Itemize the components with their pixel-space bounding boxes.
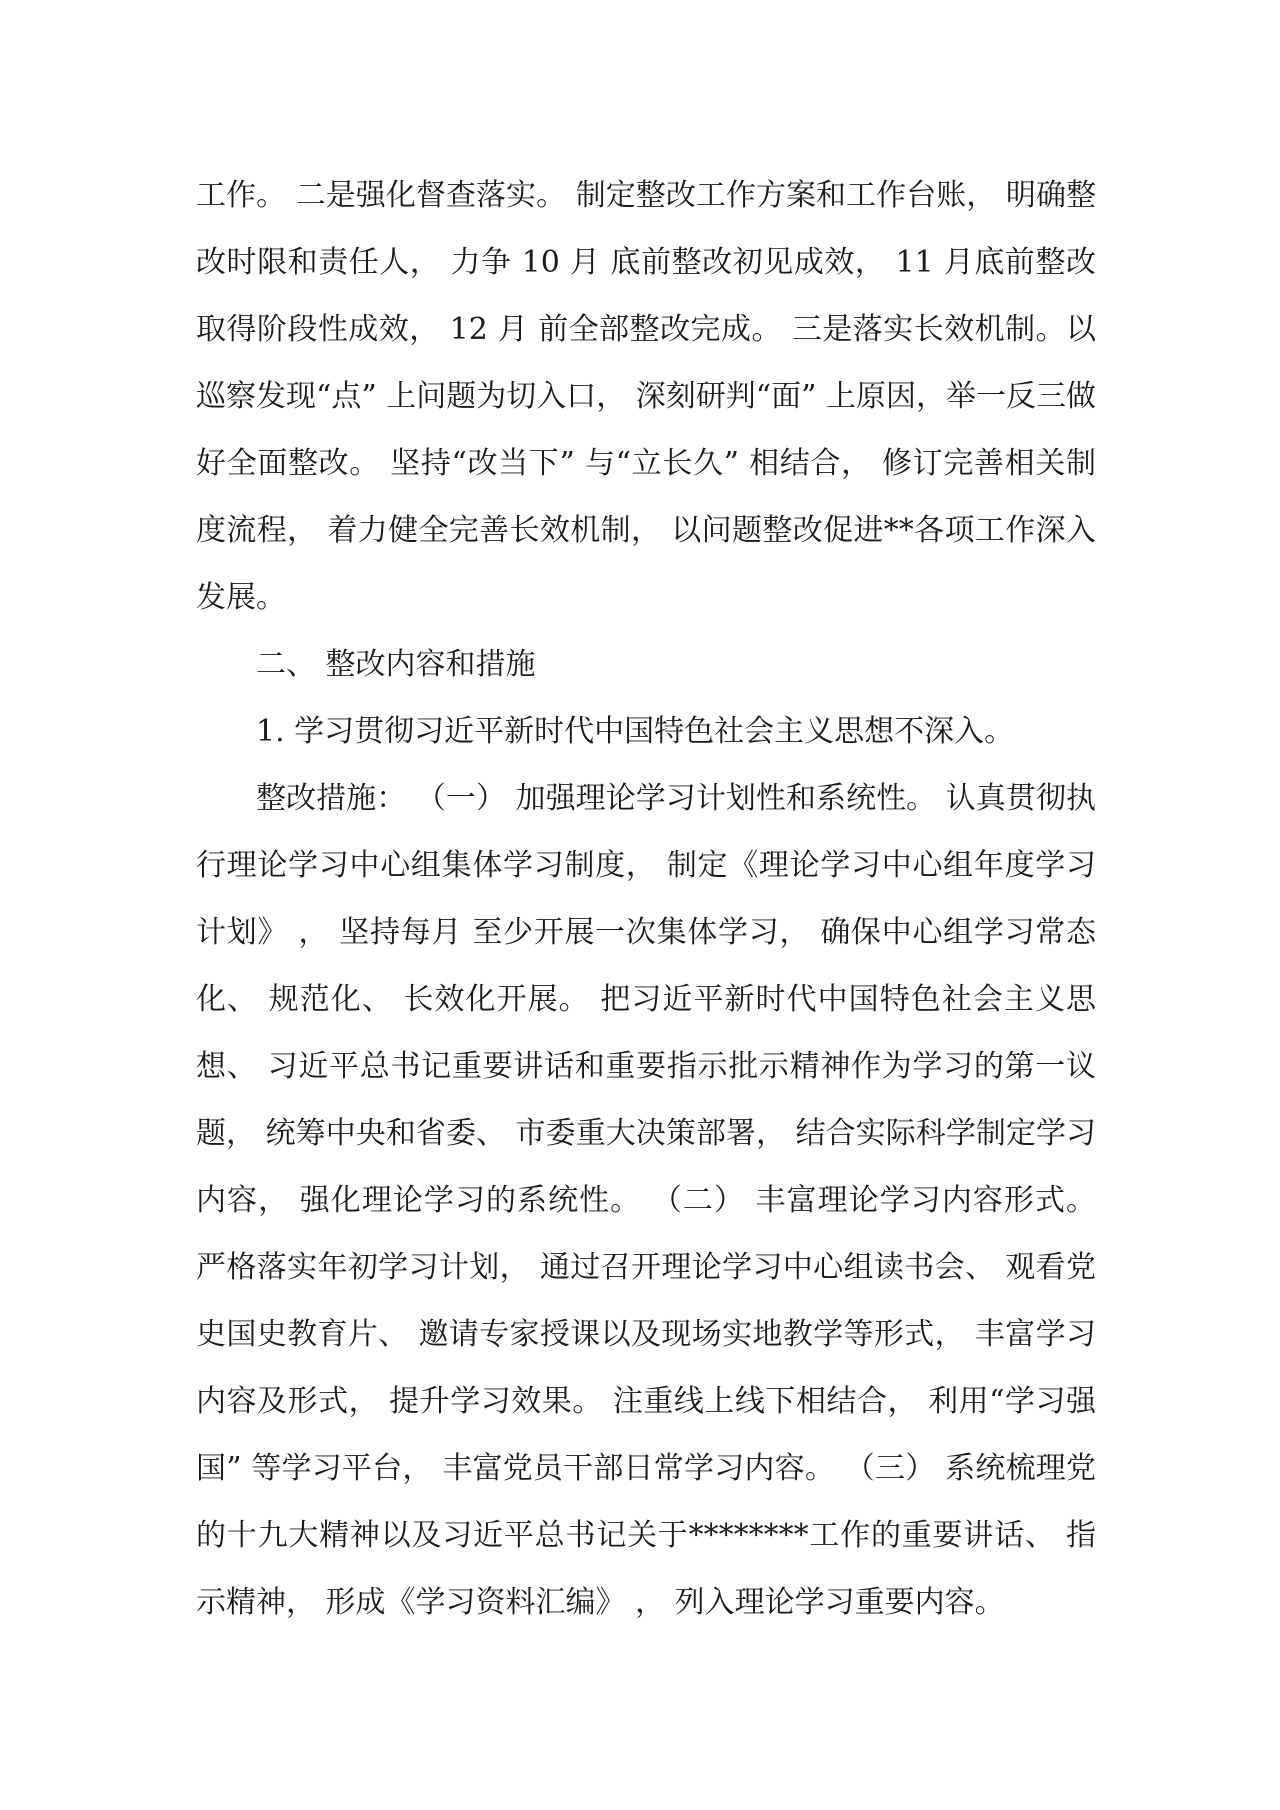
document-body	[196, 162, 1096, 1636]
section-heading: 二、 整改内容和措施	[256, 647, 536, 682]
paragraph-continuation: 工作。 二是强化督查落实。 制定整改工作方案和工作台账， 明确整改时限和责任人， 力争 10 月 底前整改初见成效， 11 月底前整改取得阶段性成效， 12 月 前全部整改完成。 三是落实长效机制。以巡察发现“点” 上问题为切入口， 深刻研判“面” 上原因，举一反三做好全面整改。 坚持“改当下” 与“立长久” 相结合， 修订完善相关制度流程， 着力健全完善长效机制， 以问题整改促进**各项工作深入发展。	[196, 178, 1096, 615]
problem-item-heading: 1. 学习贯彻习近平新时代中国特色社会主义思想不深入。	[256, 714, 1015, 749]
paragraph-measures: 整改措施： （一） 加强理论学习计划性和系统性。 认真贯彻执行理论学习中心组集体学习制度， 制定《理论学习中心组年度学习计划》 ， 坚持每月 至少开展一次集体学习， 确保中心组学习常态化、 规范化、 长效化开展。 把习近平新时代中国特色社会主义思想、 习近平总书记重要讲话和重要指示批示精神作为学习的第一议题， 统筹中央和省委、 市委重大决策部署， 结合实际科学制定学习内容， 强化理论学习的系统性。 （二） 丰富理论学习内容形式。 严格落实年初学习计划， 通过召开理论学习中心组读书会、 观看党史国史教育片、 邀请专家授课以及现场实地教学等形式， 丰富学习内容及形式， 提升学习效果。 注重线上线下相结合， 利用“学习强国” 等学习平台， 丰富党员干部日常学习内容。 （三） 系统梳理党的十九大精神以及习近平总书记关于********工作的重要讲话、 指示精神， 形成《学习资料汇编》 ， 列入理论学习重要内容。	[196, 781, 1096, 1620]
